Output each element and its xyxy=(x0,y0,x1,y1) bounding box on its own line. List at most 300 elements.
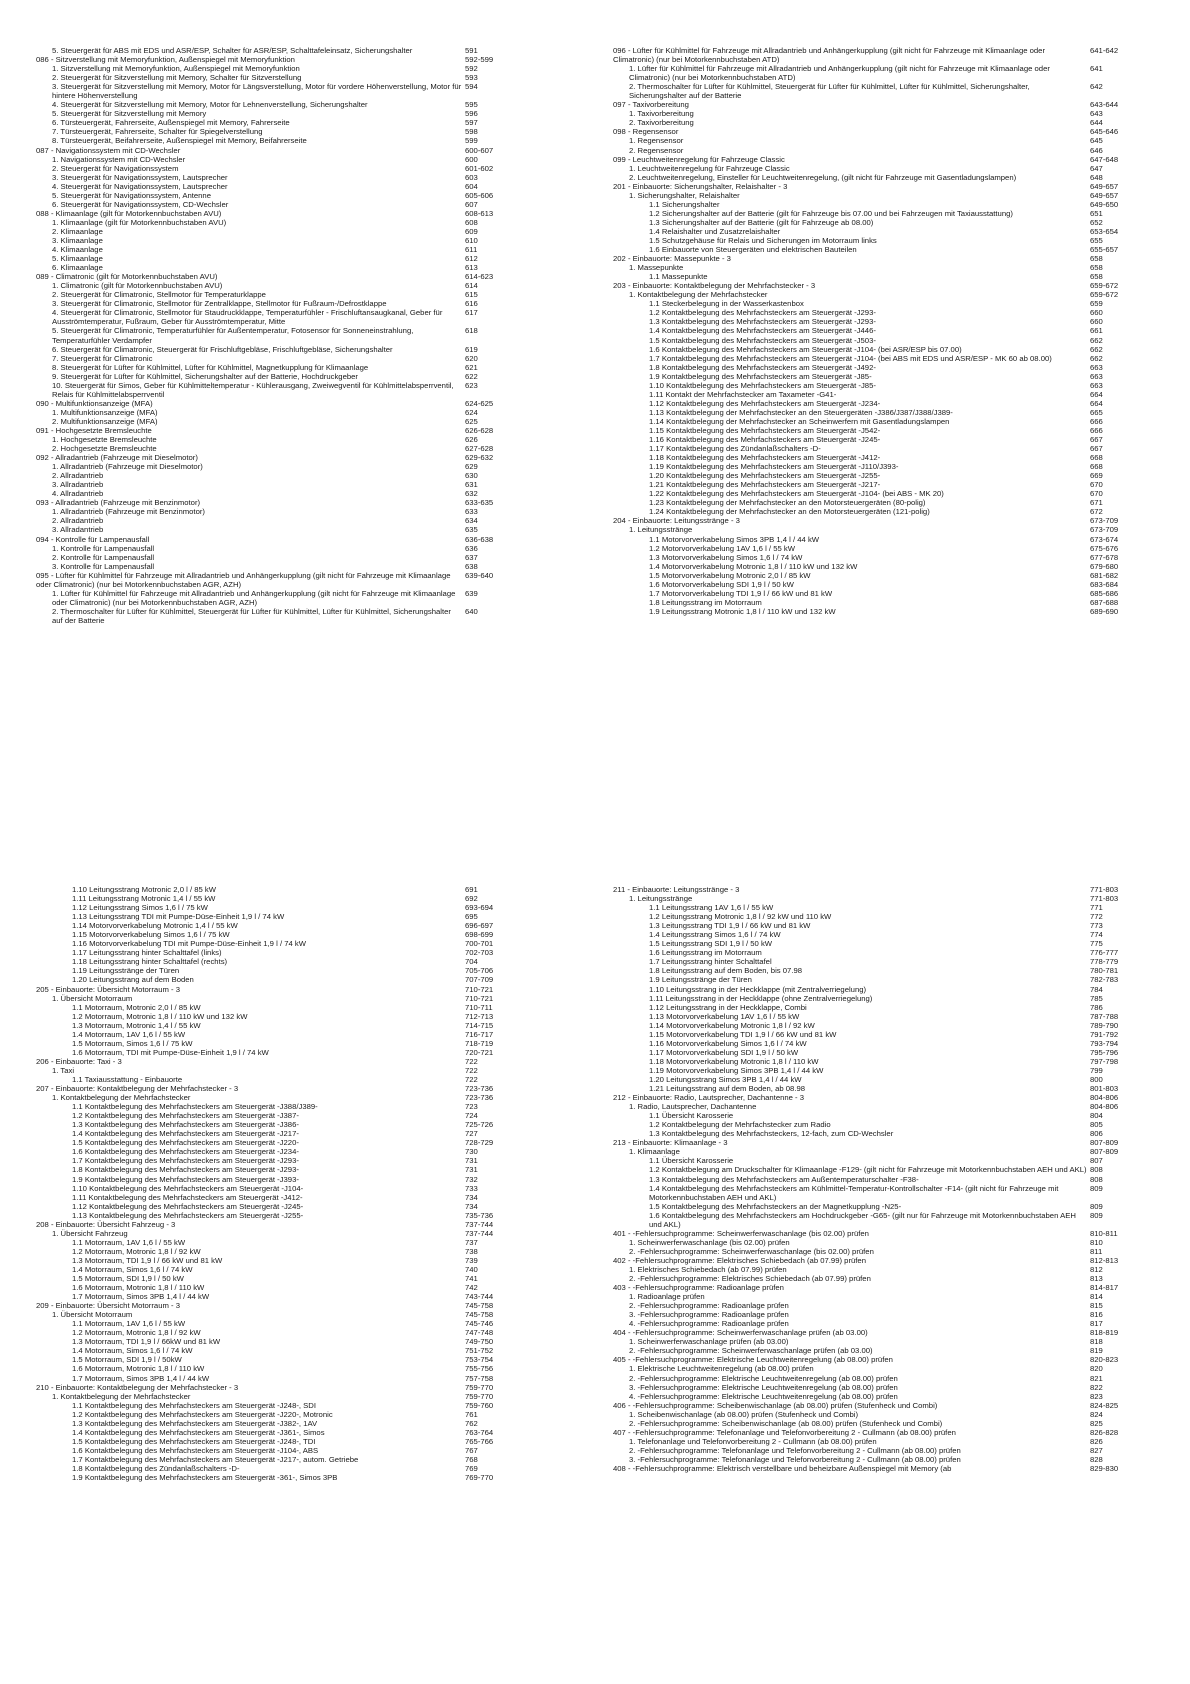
toc-entry-page: 808 xyxy=(1090,1174,1103,1184)
toc-entry-title: 1.3 Kontaktbelegung des Mehrfachsteckers am Steuergerät -J386- xyxy=(72,1120,299,1130)
toc-entry xyxy=(36,118,541,127)
toc-entry-title: 1.2 Kontaktbelegung des Mehrfachsteckers am Steuergerät -J293- xyxy=(649,308,876,318)
toc-entry xyxy=(36,1238,541,1247)
toc-entry-title: 212 - Einbauorte: Radio, Lautsprecher, Dachantenne - 3 xyxy=(613,1093,805,1103)
toc-entry xyxy=(613,498,1166,507)
toc-entry-title: 3. Steuergerät für Climatronic, Stellmotor für Zentralklappe, Stellmotor für Fußraum-/Defrostklappe xyxy=(52,299,387,309)
toc-entry-title: 1.2 Motorraum, Motronic 1,8 l / 92 kW xyxy=(72,1328,201,1338)
toc-entry-title: 1.20 Leitungsstrang Simos 3PB 1,4 l / 44 kW xyxy=(649,1074,802,1084)
toc-entry-title: 1.1 Motorraum, Motronic 2,0 l / 85 kW xyxy=(72,1002,201,1012)
toc-entry-page: 658 xyxy=(1090,263,1103,273)
toc-entry xyxy=(36,1292,541,1301)
toc-entry-title: 1.7 Kontaktbelegung des Mehrfachsteckers am Steuergerät -J293- xyxy=(72,1156,299,1166)
toc-entry-title: 1.18 Motorvorverkabelung Motronic 1,8 l / 110 kW xyxy=(649,1056,819,1066)
toc-entry xyxy=(36,1093,541,1102)
toc-entry-title: 2. -Fehlersuchprogramme: Elektrisches Schiebedach (ab 07.99) prüfen xyxy=(629,1274,871,1284)
toc-entry-page: 649-657 xyxy=(1090,181,1119,191)
toc-entry-title: 6. Klimaanlage xyxy=(52,263,103,273)
toc-entry-title: 1. Elektrisches Schiebedach (ab 07.99) prüfen xyxy=(629,1264,787,1274)
toc-entry-page: 640 xyxy=(465,606,478,616)
toc-entry-page: 804 xyxy=(1090,1111,1103,1121)
toc-entry-page: 668 xyxy=(1090,462,1103,472)
toc-entry-page: 768 xyxy=(465,1454,478,1464)
toc-entry-title: 1.8 Leitungsstrang auf dem Boden, bis 07.98 xyxy=(649,966,803,976)
toc-entry-page: 655-657 xyxy=(1090,245,1119,255)
toc-entry-page: 722 xyxy=(465,1056,478,1066)
toc-entry-page: 600-607 xyxy=(465,145,494,155)
toc-entry-page: 737-744 xyxy=(465,1219,494,1229)
toc-entry xyxy=(36,1364,541,1373)
toc-entry-title: 1.21 Kontaktbelegung des Mehrfachsteckers am Steuergerät -J217- xyxy=(649,480,881,490)
toc-entry xyxy=(613,164,1166,173)
toc-entry-page: 644 xyxy=(1090,118,1103,128)
toc-entry xyxy=(613,966,1166,975)
toc-entry-title: 1.1 Sicherungshalter xyxy=(649,199,720,209)
toc-entry xyxy=(36,46,541,55)
toc-chapter xyxy=(613,1401,1166,1410)
toc-entry xyxy=(613,535,1166,544)
toc-entry-page: 660 xyxy=(1090,308,1103,318)
toc-entry-title: 1. Übersicht Fahrzeug xyxy=(52,1228,128,1238)
toc-entry-title: 4. Allradantrieb xyxy=(52,489,104,499)
toc-entry xyxy=(613,381,1166,390)
toc-entry-page: 823 xyxy=(1090,1391,1103,1401)
toc-entry-title: 1.7 Motorvorverkabelung TDI 1,9 l / 66 kW und 81 kW xyxy=(649,588,833,598)
toc-entry xyxy=(613,191,1166,200)
toc-entry-page: 662 xyxy=(1090,344,1103,354)
toc-entry xyxy=(36,1319,541,1328)
toc-entry xyxy=(613,1319,1166,1328)
toc-entry-page: 818-819 xyxy=(1090,1328,1119,1338)
toc-entry-page: 755-756 xyxy=(465,1364,494,1374)
toc-entry-title: 1. Klimaanlage (gilt für Motorkennbuchstaben AVU) xyxy=(52,217,227,227)
toc-entry xyxy=(36,73,541,82)
toc-entry-page: 663 xyxy=(1090,371,1103,381)
toc-chapter xyxy=(613,516,1166,525)
toc-entry xyxy=(36,82,541,100)
toc-entry xyxy=(613,200,1166,209)
toc-entry xyxy=(613,290,1166,299)
toc-entry xyxy=(613,507,1166,516)
toc-entry-page: 693-694 xyxy=(465,903,494,913)
toc-entry-title: 3. Steuergerät für Navigationssystem, Lautsprecher xyxy=(52,172,228,182)
toc-entry-title: 1.15 Kontaktbelegung des Mehrfachsteckers am Steuergerät -J542- xyxy=(649,425,881,435)
toc-entry-title: 1.14 Kontaktbelegung der Mehrfachstecker an Scheinwerfern mit Gasentladungslampen xyxy=(649,416,950,426)
toc-entry-page: 763-764 xyxy=(465,1427,494,1437)
toc-entry xyxy=(613,173,1166,182)
toc-entry xyxy=(36,1355,541,1364)
toc-entry-page: 734 xyxy=(465,1201,478,1211)
toc-entry xyxy=(613,453,1166,462)
toc-entry xyxy=(36,1175,541,1184)
toc-entry-page: 821 xyxy=(1090,1373,1103,1383)
toc-entry xyxy=(613,1419,1166,1428)
toc-entry xyxy=(613,589,1166,598)
toc-entry xyxy=(36,127,541,136)
toc-entry-page: 631 xyxy=(465,480,478,490)
toc-entry-title: 405 - -Fehlersuchprogramme: Elektrische Leuchtweitenregelung (ab 08.00) prüfen xyxy=(613,1355,893,1365)
toc-entry xyxy=(36,489,541,498)
toc-entry xyxy=(36,1147,541,1156)
toc-entry-title: 408 - -Fehlersuchprogramme: Elektrisch verstellbare und beheizbare Außenspiegel mit Memory (ab xyxy=(613,1464,952,1473)
toc-entry-title: 6. Türsteuergerät, Fahrerseite, Außenspiegel mit Memory, Fahrerseite xyxy=(52,118,290,128)
toc-entry-title: 3. -Fehlersuchprogramme: Telefonanlage und Telefonvorbereitung 2 - Cullmann (ab 08.00) prüfen xyxy=(629,1454,961,1464)
toc-entry-title: 1.1 Motorraum, 1AV 1,6 l / 55 kW xyxy=(72,1319,186,1329)
toc-entry-page: 765-766 xyxy=(465,1436,494,1446)
toc-entry-title: 201 - Einbauorte: Sicherungshalter, Relaishalter - 3 xyxy=(613,181,788,191)
toc-entry-page: 638 xyxy=(465,561,478,571)
toc-entry xyxy=(613,1175,1166,1184)
toc-entry-title: 1.2 Kontaktbelegung des Mehrfachsteckers am Steuergerät -J220-, Motronic xyxy=(72,1409,333,1419)
toc-entry-title: 2. Kontrolle für Lampenausfall xyxy=(52,552,155,562)
toc-entry-title: 091 - Hochgesetzte Bremsleuchte xyxy=(36,425,152,435)
toc-chapter xyxy=(613,1355,1166,1364)
toc-entry-title: 1.8 Kontaktbelegung des Mehrfachsteckers am Steuergerät -J293- xyxy=(72,1165,299,1175)
toc-entry-page: 607 xyxy=(465,199,478,209)
toc-entry-title: 1. Hochgesetzte Bremsleuchte xyxy=(52,435,157,445)
toc-chapter xyxy=(36,1057,541,1066)
toc-entry-page: 647-648 xyxy=(1090,154,1119,164)
toc-entry xyxy=(36,507,541,516)
toc-entry-title: 1.6 Einbauorte von Steuergeräten und elektrischen Bauteilen xyxy=(649,245,857,255)
toc-entry-title: 2. Multifunktionsanzeige (MFA) xyxy=(52,416,158,426)
toc-entry-title: 5. Steuergerät für Climatronic, Temperaturfühler für Außentemperatur, Fotosensor für Sonneneinstrahlung, Temperaturfühler Verdampfer xyxy=(52,326,414,345)
toc-entry xyxy=(36,1337,541,1346)
toc-chapter xyxy=(613,182,1166,191)
toc-entry-title: 2. Steuergerät für Climatronic, Stellmotor für Temperaturklappe xyxy=(52,290,266,300)
toc-entry-page: 670 xyxy=(1090,480,1103,490)
toc-entry xyxy=(36,227,541,236)
toc-entry-title: 1.6 Kontaktbelegung des Mehrfachsteckers am Hochdruckgeber -G65- (gilt nur für Fahrzeuge mit Motorkennbuchstaben AEH und AKL) xyxy=(649,1210,1076,1229)
toc-entry-title: 086 - Sitzverstellung mit Memoryfunktion, Außenspiegel mit Memoryfunktion xyxy=(36,55,295,65)
toc-entry-title: 1. Multifunktionsanzeige (MFA) xyxy=(52,407,158,417)
toc-chapter xyxy=(36,55,541,64)
toc-entry-page: 609 xyxy=(465,226,478,236)
toc-entry-title: 1.6 Motorraum, Motronic 1,8 l / 110 kW xyxy=(72,1283,205,1293)
toc-entry xyxy=(613,390,1166,399)
toc-entry-title: 1. Sitzverstellung mit Memoryfunktion, Außenspiegel mit Memoryfunktion xyxy=(52,64,300,74)
toc-entry xyxy=(36,589,541,607)
toc-entry-title: 098 - Regensensor xyxy=(613,127,679,137)
toc-entry-title: 1.4 Motorvorverkabelung Motronic 1,8 l / 110 kW und 132 kW xyxy=(649,561,858,571)
toc-entry xyxy=(36,1473,541,1482)
toc-entry-page: 625 xyxy=(465,416,478,426)
toc-entry-page: 791-792 xyxy=(1090,1029,1119,1039)
toc-entry-page: 673-709 xyxy=(1090,525,1119,535)
toc-entry xyxy=(613,571,1166,580)
toc-chapter xyxy=(36,146,541,155)
toc-entry xyxy=(613,1165,1166,1174)
toc-entry-title: 1.14 Motorvorverkabelung Motronic 1,8 l / 92 kW xyxy=(649,1020,815,1030)
toc-entry-title: 1.7 Leitungsstrang hinter Schalttafel xyxy=(649,957,772,967)
toc-entry-title: 207 - Einbauorte: Kontaktbelegung der Mehrfachstecker - 3 xyxy=(36,1084,239,1094)
toc-entry-page: 747-748 xyxy=(465,1328,494,1338)
toc-entry xyxy=(36,245,541,254)
toc-entry-title: 1.6 Leitungsstrang im Motorraum xyxy=(649,948,762,958)
toc-chapter xyxy=(613,1138,1166,1147)
toc-entry-page: 672 xyxy=(1090,507,1103,517)
toc-chapter xyxy=(613,1428,1166,1437)
toc-entry-title: 1.7 Kontaktbelegung des Mehrfachsteckers am Steuergerät -J104- (bei ABS mit EDS und ASR/ESP - MK 60 ab 08.00) xyxy=(649,353,1052,363)
toc-entry-title: 2. Klimaanlage xyxy=(52,226,103,236)
toc-entry xyxy=(613,109,1166,118)
toc-entry-page: 806 xyxy=(1090,1129,1103,1139)
toc-entry xyxy=(613,1084,1166,1093)
toc-entry-title: 1.4 Motorraum, Simos 1,6 l / 74 kW xyxy=(72,1264,193,1274)
toc-entry-title: 1.6 Motorraum, Motronic 1,8 l / 110 kW xyxy=(72,1364,205,1374)
toc-entry-title: 1. Leuchtweitenregelung für Fahrzeuge Classic xyxy=(629,163,790,173)
toc-entry-title: 090 - Multifunktionsanzeige (MFA) xyxy=(36,398,153,408)
toc-entry-page: 801-803 xyxy=(1090,1084,1119,1094)
toc-entry-page: 809 xyxy=(1090,1201,1103,1211)
toc-entry-title: 1.2 Motorraum, Motronic 1,8 l / 92 kW xyxy=(72,1246,201,1256)
toc-column-bottom-right xyxy=(613,885,1166,1473)
toc-entry-page: 824 xyxy=(1090,1409,1103,1419)
toc-entry-page: 731 xyxy=(465,1156,478,1166)
toc-entry xyxy=(613,444,1166,453)
toc-entry-title: 1.17 Motorvorverkabelung SDI 1,9 l / 50 kW xyxy=(649,1047,799,1057)
toc-entry-title: 1.1 Kontaktbelegung des Mehrfachsteckers am Steuergerät -J248-, SDI xyxy=(72,1400,316,1410)
toc-entry-page: 816 xyxy=(1090,1310,1103,1320)
toc-entry xyxy=(36,562,541,571)
toc-entry-page: 614-623 xyxy=(465,272,494,282)
toc-entry xyxy=(36,607,541,625)
toc-entry-page: 660 xyxy=(1090,317,1103,327)
toc-entry-title: 208 - Einbauorte: Übersicht Fahrzeug - 3 xyxy=(36,1219,176,1229)
toc-entry-page: 595 xyxy=(465,100,478,110)
toc-entry xyxy=(36,1075,541,1084)
toc-entry xyxy=(36,885,541,894)
toc-entry-title: 1.1 Taxiausstattung - Einbauorte xyxy=(72,1074,183,1084)
toc-entry xyxy=(36,1138,541,1147)
toc-column-top-right xyxy=(613,46,1166,616)
toc-entry xyxy=(613,345,1166,354)
toc-entry-title: 406 - -Fehlersuchprogramme: Scheibenwischanlage (ab 08.00) prüfen (Stufenheck und Combi) xyxy=(613,1400,938,1410)
toc-entry xyxy=(36,957,541,966)
toc-entry xyxy=(36,164,541,173)
toc-entry-page: 661 xyxy=(1090,326,1103,336)
toc-entry-title: 1. Scheibenwischanlage (ab 08.00) prüfen (Stufenheck und Combi) xyxy=(629,1409,859,1419)
toc-entry-title: 1. Taxi xyxy=(52,1065,75,1075)
toc-entry-page: 662 xyxy=(1090,335,1103,345)
toc-entry xyxy=(36,903,541,912)
toc-entry xyxy=(613,272,1166,281)
toc-entry-page: 597 xyxy=(465,118,478,128)
toc-entry-title: 1.4 Kontaktbelegung des Mehrfachsteckers am Steuergerät -J446- xyxy=(649,326,876,336)
toc-entry xyxy=(613,1030,1166,1039)
toc-entry xyxy=(36,1030,541,1039)
toc-entry-page: 647 xyxy=(1090,163,1103,173)
toc-entry-title: 1.16 Motorvorverkabelung TDI mit Pumpe-Düse-Einheit 1,9 l / 74 kW xyxy=(72,939,306,949)
toc-entry-page: 716-717 xyxy=(465,1029,494,1039)
toc-entry-title: 1.2 Kontaktbelegung der Mehrfachstecker zum Radio xyxy=(649,1120,831,1130)
toc-entry-title: 1. Navigationssystem mit CD-Wechsler xyxy=(52,154,186,164)
toc-entry xyxy=(613,417,1166,426)
toc-entry xyxy=(613,136,1166,145)
toc-chapter xyxy=(36,985,541,994)
toc-entry xyxy=(36,994,541,1003)
toc-entry-page: 639-640 xyxy=(465,570,494,580)
toc-entry-title: 5. Steuergerät für ABS mit EDS und ASR/ESP, Schalter für ASR/ESP, Schalttafeleinsatz, Sicherungshalter xyxy=(52,46,413,55)
toc-entry xyxy=(36,921,541,930)
toc-entry-title: 2. Thermoschalter für Lüfter für Kühlmittel, Steuergerät für Lüfter für Kühlmittel, Lüfter für Kühlmittel, Sicherungshalter, Sicherungshalter auf der Batterie xyxy=(629,82,1030,101)
toc-entry-page: 759-770 xyxy=(465,1391,494,1401)
toc-entry xyxy=(613,1455,1166,1464)
toc-entry-title: 1.19 Motorvorverkabelung Simos 3PB 1,4 l / 44 kW xyxy=(649,1065,824,1075)
toc-entry xyxy=(613,372,1166,381)
toc-entry-page: 620 xyxy=(465,353,478,363)
toc-entry xyxy=(613,354,1166,363)
toc-entry-title: 1.13 Kontaktbelegung des Mehrfachsteckers am Steuergerät -J255- xyxy=(72,1210,304,1220)
toc-entry xyxy=(36,100,541,109)
toc-entry xyxy=(613,64,1166,82)
toc-entry-title: 1.2 Sicherungshalter auf der Batterie (gilt für Fahrzeuge bis 07.00 und bei Fahrzeugen mit Taxiausstattung) xyxy=(649,208,1013,218)
toc-entry xyxy=(36,354,541,363)
toc-entry-page: 723-736 xyxy=(465,1084,494,1094)
toc-entry xyxy=(613,544,1166,553)
toc-entry-page: 813 xyxy=(1090,1274,1103,1284)
toc-entry xyxy=(36,939,541,948)
toc-entry-page: 795-796 xyxy=(1090,1047,1119,1057)
toc-entry-page: 723-736 xyxy=(465,1093,494,1103)
toc-entry-page: 826 xyxy=(1090,1436,1103,1446)
toc-entry-title: 1.6 Motorvorverkabelung SDI 1,9 l / 50 kW xyxy=(649,579,794,589)
toc-entry xyxy=(36,290,541,299)
toc-entry xyxy=(613,245,1166,254)
toc-entry xyxy=(36,408,541,417)
toc-entry-page: 774 xyxy=(1090,930,1103,940)
toc-entry xyxy=(36,1102,541,1111)
toc-entry xyxy=(613,118,1166,127)
toc-entry xyxy=(36,1346,541,1355)
toc-entry xyxy=(36,200,541,209)
toc-entry xyxy=(613,957,1166,966)
toc-entry-page: 740 xyxy=(465,1264,478,1274)
toc-entry-title: 1.8 Kontaktbelegung des Zündanlaßschalters -D- xyxy=(72,1464,240,1473)
toc-entry xyxy=(613,489,1166,498)
toc-entry-page: 757-758 xyxy=(465,1373,494,1383)
toc-entry-title: 2. Leuchtweitenregelung, Einsteller für Leuchtweitenregelung, (gilt nicht für Fahrzeuge mit Gasentladungslampen) xyxy=(629,172,1017,182)
toc-entry xyxy=(613,912,1166,921)
toc-entry xyxy=(613,525,1166,534)
toc-entry-page: 825 xyxy=(1090,1418,1103,1428)
toc-entry-page: 617 xyxy=(465,308,478,318)
toc-entry xyxy=(613,1292,1166,1301)
toc-entry-page: 820-823 xyxy=(1090,1355,1119,1365)
toc-entry-page: 772 xyxy=(1090,912,1103,922)
toc-entry-title: 3. Allradantrieb xyxy=(52,525,104,535)
toc-entry-page: 826-828 xyxy=(1090,1427,1119,1437)
toc-entry xyxy=(36,930,541,939)
toc-entry-title: 1.8 Kontaktbelegung des Mehrfachsteckers am Steuergerät -J492- xyxy=(649,362,876,372)
toc-entry-page: 669 xyxy=(1090,471,1103,481)
toc-entry-title: 1.20 Leitungsstrang auf dem Boden xyxy=(72,975,194,985)
toc-entry xyxy=(613,209,1166,218)
toc-entry xyxy=(613,1238,1166,1247)
toc-entry xyxy=(36,462,541,471)
toc-entry xyxy=(613,1310,1166,1319)
toc-entry-page: 663 xyxy=(1090,362,1103,372)
toc-entry xyxy=(613,1211,1166,1229)
toc-entry-title: 1. Scheinwerferwaschanlage (bis 02.00) prüfen xyxy=(629,1237,790,1247)
toc-entry-title: 1. Telefonanlage und Telefonvorbereitung 2 - Cullmann (ab 08.00) prüfen xyxy=(629,1436,877,1446)
toc-entry-title: 1.2 Kontaktbelegung am Druckschalter für Klimaanlage -F129- (gilt nicht für Fahrzeuge mit Motorkennbuchstaben AEH und AKL) xyxy=(649,1165,1087,1175)
toc-chapter xyxy=(36,272,541,281)
toc-entry-page: 610 xyxy=(465,235,478,245)
toc-entry-page: 626-628 xyxy=(465,425,494,435)
toc-entry xyxy=(36,948,541,957)
toc-entry-title: 1.7 Motorraum, Simos 3PB 1,4 l / 44 kW xyxy=(72,1373,210,1383)
toc-entry xyxy=(36,109,541,118)
toc-entry xyxy=(36,444,541,453)
toc-entry-title: 1.13 Kontaktbelegung der Mehrfachstecker an den Steuergeräten -J386/J387/J388/J389- xyxy=(649,407,953,417)
toc-entry-title: 1.9 Leitungsstränge der Türen xyxy=(649,975,752,985)
toc-chapter xyxy=(613,155,1166,164)
toc-entry-title: 1. Allradantrieb (Fahrzeuge mit Benzinmotor) xyxy=(52,507,205,517)
toc-entry-page: 666 xyxy=(1090,416,1103,426)
toc-entry-title: 1.10 Kontaktbelegung des Mehrfachsteckers am Steuergerät -J85- xyxy=(649,380,876,390)
toc-entry-title: 095 - Lüfter für Kühlmittel für Fahrzeuge mit Allradantrieb und Anhängerkupplung (gilt nicht für Fahrzeuge mit Klimaanlage oder Climatronic) (nur bei Motorkennbuchstaben AGR, AZH) xyxy=(36,570,451,589)
toc-entry xyxy=(36,263,541,272)
toc-entry xyxy=(613,1057,1166,1066)
toc-entry xyxy=(36,1021,541,1030)
toc-entry-title: 9. Steuergerät für Lüfter für Kühlmittel, Sicherungshalter auf der Batterie, Hochdruckgeber xyxy=(52,371,358,381)
toc-entry-page: 653-654 xyxy=(1090,226,1119,236)
toc-entry xyxy=(613,1075,1166,1084)
toc-entry xyxy=(613,1156,1166,1165)
toc-entry-title: 1.12 Leitungsstrang in der Heckklappe, Combi xyxy=(649,1002,807,1012)
toc-entry-page: 687-688 xyxy=(1090,597,1119,607)
toc-entry-page: 630 xyxy=(465,471,478,481)
toc-chapter xyxy=(613,1328,1166,1337)
toc-entry xyxy=(613,1410,1166,1419)
toc-entry-title: 403 - -Fehlersuchprogramme: Radioanlage prüfen xyxy=(613,1283,784,1293)
toc-entry-title: 4. -Fehlersuchprogramme: Radioanlage prüfen xyxy=(629,1319,789,1329)
toc-entry-page: 759-770 xyxy=(465,1382,494,1392)
toc-entry-title: 1. Scheinwerferwaschanlage prüfen (ab 03.00) xyxy=(629,1337,789,1347)
toc-entry-page: 698-699 xyxy=(465,930,494,940)
toc-entry xyxy=(36,281,541,290)
toc-entry-title: 1.7 Motorraum, Simos 3PB 1,4 l / 44 kW xyxy=(72,1292,210,1302)
toc-entry-title: 1.4 Kontaktbelegung des Mehrfachsteckers am Kühlmittel-Temperatur-Kontrollschalter -F14- (gilt nicht für Fahrzeuge mit Motorkennbuchstaben AEH und AKL) xyxy=(649,1183,1059,1202)
toc-entry-page: 643 xyxy=(1090,109,1103,119)
toc-entry-title: 2. -Fehlersuchprogramme: Scheibenwischanlage (ab 08.00) prüfen (Stufenheck und Combi) xyxy=(629,1418,943,1428)
toc-entry xyxy=(613,1265,1166,1274)
toc-entry-page: 762 xyxy=(465,1418,478,1428)
toc-entry-page: 608-613 xyxy=(465,208,494,218)
toc-entry xyxy=(613,1012,1166,1021)
toc-entry xyxy=(613,1247,1166,1256)
toc-entry-page: 776-777 xyxy=(1090,948,1119,958)
toc-entry xyxy=(613,1120,1166,1129)
toc-entry xyxy=(36,975,541,984)
toc-entry-page: 635 xyxy=(465,525,478,535)
toc-entry-page: 797-798 xyxy=(1090,1056,1119,1066)
toc-entry-page: 601-602 xyxy=(465,163,494,173)
toc-entry xyxy=(36,471,541,480)
toc-entry xyxy=(36,1446,541,1455)
toc-entry-page: 734 xyxy=(465,1192,478,1202)
toc-entry-page: 793-794 xyxy=(1090,1038,1119,1048)
toc-entry xyxy=(613,921,1166,930)
toc-entry-page: 728-729 xyxy=(465,1138,494,1148)
toc-entry-page: 662 xyxy=(1090,353,1103,363)
toc-entry xyxy=(36,1274,541,1283)
toc-entry xyxy=(36,1066,541,1075)
toc-entry-page: 773 xyxy=(1090,921,1103,931)
toc-entry-title: 1. Kontaktbelegung der Mehrfachstecker xyxy=(52,1391,191,1401)
toc-entry-page: 691 xyxy=(465,885,478,894)
